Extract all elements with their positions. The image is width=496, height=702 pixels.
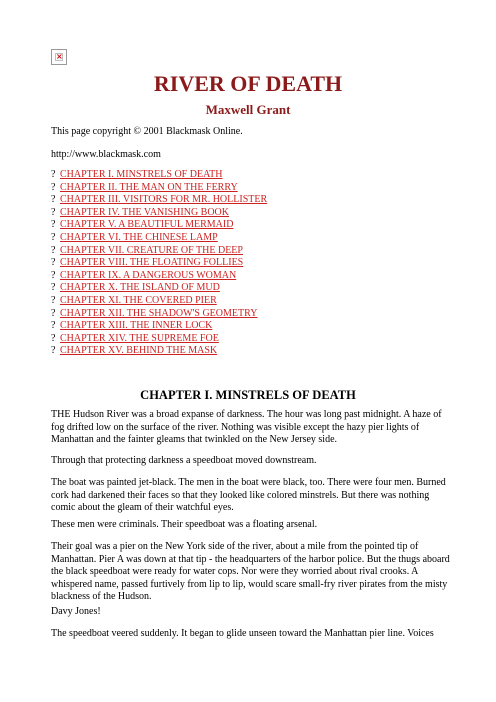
toc-bullet: ? <box>51 320 56 332</box>
body-paragraph: These men were criminals. Their speedboat was a floating arsenal. <box>51 519 318 530</box>
toc-bullet: ? <box>51 231 56 243</box>
toc-link-chapter-8[interactable]: CHAPTER VIII. THE FLOATING FOLLIES <box>60 257 244 269</box>
toc-item <box>51 282 267 295</box>
toc-link-chapter-3[interactable]: CHAPTER III. VISITORS FOR MR. HOLLISTER <box>60 194 268 206</box>
toc-item <box>51 207 267 220</box>
toc-bullet: ? <box>51 294 56 306</box>
toc-link-chapter-11[interactable]: CHAPTER XI. THE COVERED PIER <box>60 294 217 306</box>
toc-item <box>51 232 267 245</box>
toc-link-chapter-13[interactable]: CHAPTER XIII. THE INNER LOCK <box>60 320 213 332</box>
toc-bullet: ? <box>51 194 56 206</box>
toc-bullet: ? <box>51 269 56 281</box>
body-paragraph: Their goal was a pier on the New York side of the river, about a mile from the pointed tip of Manhattan. Pier A was down at that tip - the headquarters of the harbor police. But the thugs aboard the black speedboat were ready for water cops. Nor were they worried about rival crooks. A whispered name, passed furtively from lip to lip, would scare small-fry river pirates from the misty blackness of the Hudson. <box>51 541 450 603</box>
toc-link-chapter-14[interactable]: CHAPTER XIV. THE SUPREME FOE <box>60 332 219 344</box>
toc-link-chapter-12[interactable]: CHAPTER XII. THE SHADOW'S GEOMETRY <box>60 307 258 319</box>
source-url: http://www.blackmask.com <box>51 149 161 160</box>
toc-link-chapter-2[interactable]: CHAPTER II. THE MAN ON THE FERRY <box>60 181 238 193</box>
body-paragraph: Davy Jones! <box>51 606 101 617</box>
toc-item <box>51 245 267 258</box>
toc-bullet: ? <box>51 257 56 269</box>
toc-bullet: ? <box>51 307 56 319</box>
toc-item <box>51 270 267 283</box>
toc-item <box>51 257 267 270</box>
toc-link-chapter-10[interactable]: CHAPTER X. THE ISLAND OF MUD <box>60 282 220 294</box>
toc-bullet: ? <box>51 244 56 256</box>
toc-item <box>51 345 267 358</box>
book-author: Maxwell Grant <box>205 102 291 117</box>
toc-link-chapter-4[interactable]: CHAPTER IV. THE VANISHING BOOK <box>60 206 229 218</box>
toc-bullet: ? <box>51 206 56 218</box>
toc-item <box>51 320 267 333</box>
book-title: RIVER OF DEATH <box>153 71 343 96</box>
copyright-notice: This page copyright © 2001 Blackmask Online. <box>51 126 243 137</box>
chapter-heading: CHAPTER I. MINSTRELS OF DEATH <box>140 388 356 402</box>
toc-link-chapter-9[interactable]: CHAPTER IX. A DANGEROUS WOMAN <box>60 269 237 281</box>
toc-item <box>51 194 267 207</box>
toc-item <box>51 169 267 182</box>
toc-link-chapter-5[interactable]: CHAPTER V. A BEAUTIFUL MERMAID <box>60 219 234 231</box>
body-paragraph: The speedboat veered suddenly. It began to glide unseen toward the Manhattan pier line. Voices <box>51 628 434 639</box>
toc-item <box>51 182 267 195</box>
toc-item <box>51 308 267 321</box>
toc-link-chapter-7[interactable]: CHAPTER VII. CREATURE OF THE DEEP <box>60 244 243 256</box>
toc-link-chapter-1[interactable]: CHAPTER I. MINSTRELS OF DEATH <box>60 169 223 180</box>
toc-bullet: ? <box>51 282 56 294</box>
toc-bullet: ? <box>51 181 56 193</box>
body-paragraph: Through that protecting darkness a speedboat moved downstream. <box>51 455 317 466</box>
body-paragraph: The boat was painted jet-black. The men in the boat were black, too. There were four men. Burned cork had darkened their faces so that they looked like colored minstrels. But there was nothing comic about the gleam of their watchful eyes. <box>51 477 446 514</box>
broken-image-icon: × <box>51 49 67 65</box>
toc-bullet: ? <box>51 219 56 231</box>
toc-link-chapter-15[interactable]: CHAPTER XV. BEHIND THE MASK <box>60 345 218 357</box>
body-paragraph: THE Hudson River was a broad expanse of darkness. The hour was long past midnight. A haze of fog drifted low on the surface of the river. Nothing was visible except the hazy pier lights of Manhattan and the fainter gleams that twinkled on the New Jersey side. <box>51 409 442 446</box>
toc-bullet: ? <box>51 345 56 357</box>
toc-bullet: ? <box>51 332 56 344</box>
table-of-contents <box>51 169 267 358</box>
toc-item <box>51 333 267 346</box>
toc-item <box>51 219 267 232</box>
toc-bullet: ? <box>51 169 56 180</box>
toc-item <box>51 295 267 308</box>
toc-link-chapter-6[interactable]: CHAPTER VI. THE CHINESE LAMP <box>60 231 218 243</box>
